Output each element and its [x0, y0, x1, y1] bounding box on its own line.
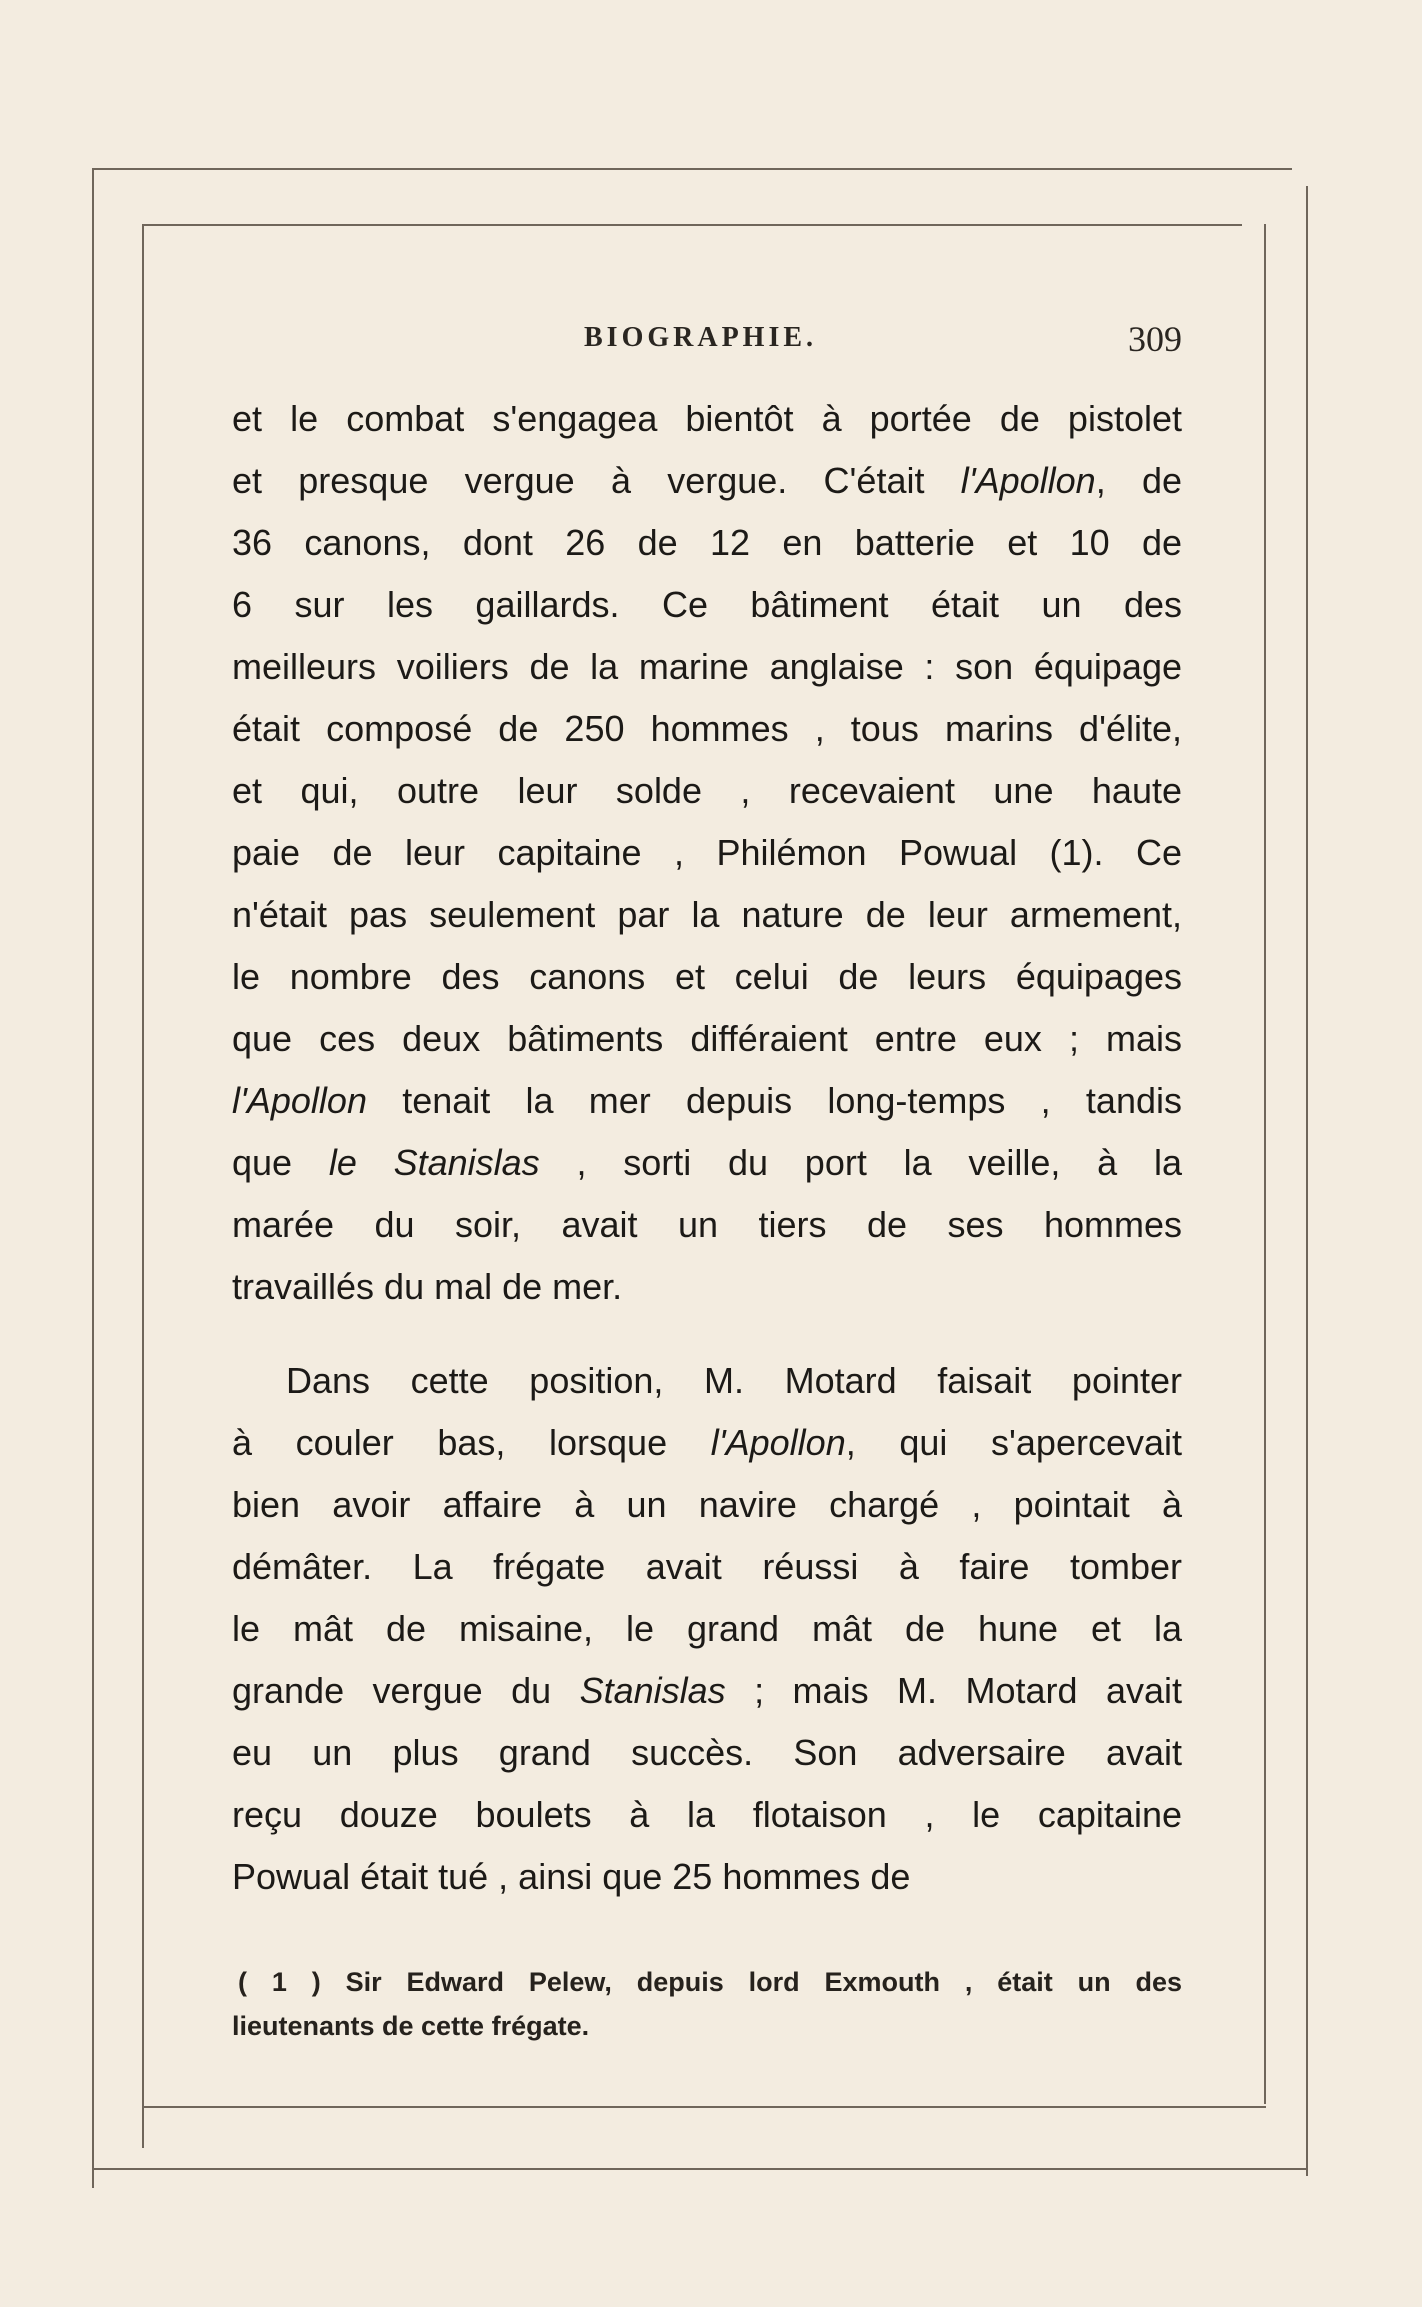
text-line — [232, 884, 1182, 946]
text-line — [232, 822, 1182, 884]
text-segment: que ces deux bâtiments différaient entre eux ; mais — [232, 1018, 1182, 1059]
text-segment: que — [232, 1142, 329, 1183]
text-segment: eu un plus grand succès. Son adversaire avait — [232, 1732, 1182, 1773]
text-segment: le mât de misaine, le grand mât de hune et la — [232, 1608, 1182, 1649]
footnote — [232, 1960, 1182, 2048]
paragraph-gap — [232, 1318, 1182, 1350]
page-header — [232, 318, 1182, 368]
text-segment: était composé de 250 hommes , tous marins d'élite, — [232, 708, 1182, 749]
text-line — [232, 1474, 1182, 1536]
text-segment: à couler bas, lorsque — [232, 1422, 711, 1463]
frame-bottom-outer-rule — [92, 2168, 1308, 2170]
text-segment: ; mais M. Motard avait — [725, 1670, 1182, 1711]
footnote-line: lieutenants de cette frégate. — [232, 2011, 590, 2041]
text-segment: Powual était tué , ainsi que 25 hommes de — [232, 1856, 911, 1897]
italic-ship-name: l'Apollon — [960, 460, 1096, 501]
text-segment: , qui s'apercevait — [845, 1422, 1183, 1463]
frame-top-inner-rule — [142, 224, 1242, 226]
italic-ship-name: l'Apollon — [710, 1422, 846, 1463]
text-segment: marée du soir, avait un tiers de ses hommes — [232, 1204, 1182, 1245]
text-line — [232, 388, 1182, 450]
text-line — [232, 574, 1182, 636]
text-line — [232, 1008, 1182, 1070]
text-line — [232, 1412, 1182, 1474]
text-line — [232, 1784, 1182, 1846]
italic-ship-name: l'Apollon — [232, 1080, 367, 1121]
italic-ship-name: Stanislas — [579, 1670, 726, 1711]
frame-top-outer-rule — [92, 168, 1292, 170]
text-segment: , de — [1095, 460, 1183, 501]
frame-right-inner-rule — [1264, 224, 1266, 2104]
text-line — [232, 1536, 1182, 1598]
text-segment: et le combat s'engagea bientôt à portée de pistolet — [232, 398, 1182, 439]
text-segment: et presque vergue à vergue. C'était — [232, 460, 961, 501]
running-head: BIOGRAPHIE. — [584, 322, 818, 353]
page-number: 309 — [1128, 319, 1182, 359]
frame-left-outer-rule — [92, 168, 94, 2188]
text-segment: meilleurs voiliers de la marine anglaise : son équipage — [232, 646, 1182, 687]
text-line — [232, 698, 1182, 760]
text-line — [232, 1660, 1182, 1722]
frame-right-outer-rule — [1306, 186, 1308, 2176]
text-segment: reçu douze boulets à la flotaison , le capitaine — [232, 1794, 1182, 1835]
text-line — [232, 946, 1182, 1008]
frame-bottom-inner-rule — [142, 2106, 1266, 2108]
footnote-line: ( 1 ) Sir Edward Pelew, depuis lord Exmouth , était un des — [238, 1967, 1182, 1997]
paragraph-2 — [232, 1350, 1182, 1908]
text-segment: paie de leur capitaine , Philémon Powual (1). Ce — [232, 832, 1182, 873]
text-line — [232, 636, 1182, 698]
text-segment: et qui, outre leur solde , recevaient une haute — [232, 770, 1182, 811]
text-line — [232, 1256, 1182, 1318]
text-segment: 6 sur les gaillards. Ce bâtiment était un des — [232, 584, 1182, 625]
text-line — [232, 1722, 1182, 1784]
text-line — [232, 1846, 1182, 1908]
text-line — [232, 1194, 1182, 1256]
text-segment: bien avoir affaire à un navire chargé , pointait à — [232, 1484, 1182, 1525]
text-line — [232, 760, 1182, 822]
text-segment: tenait la mer depuis long-temps , tandis — [366, 1080, 1182, 1121]
frame-left-inner-rule — [142, 224, 144, 2148]
italic-ship-name: le Stanislas — [328, 1142, 540, 1183]
text-segment: le nombre des canons et celui de leurs équipages — [232, 956, 1182, 997]
text-line — [232, 1070, 1182, 1132]
text-line — [232, 1132, 1182, 1194]
text-line — [232, 1598, 1182, 1660]
text-line — [232, 1350, 1182, 1412]
text-line — [232, 450, 1182, 512]
text-segment: Dans cette position, M. Motard faisait pointer — [286, 1360, 1182, 1401]
text-line — [232, 512, 1182, 574]
text-segment: démâter. La frégate avait réussi à faire tomber — [232, 1546, 1182, 1587]
body-text — [232, 388, 1182, 1908]
paragraph-1 — [232, 388, 1182, 1318]
text-segment: n'était pas seulement par la nature de leur armement, — [232, 894, 1182, 935]
text-segment: travaillés du mal de mer. — [232, 1266, 623, 1307]
text-segment: grande vergue du — [232, 1670, 580, 1711]
text-segment: , sorti du port la veille, à la — [539, 1142, 1182, 1183]
text-segment: 36 canons, dont 26 de 12 en batterie et 10 de — [232, 522, 1182, 563]
